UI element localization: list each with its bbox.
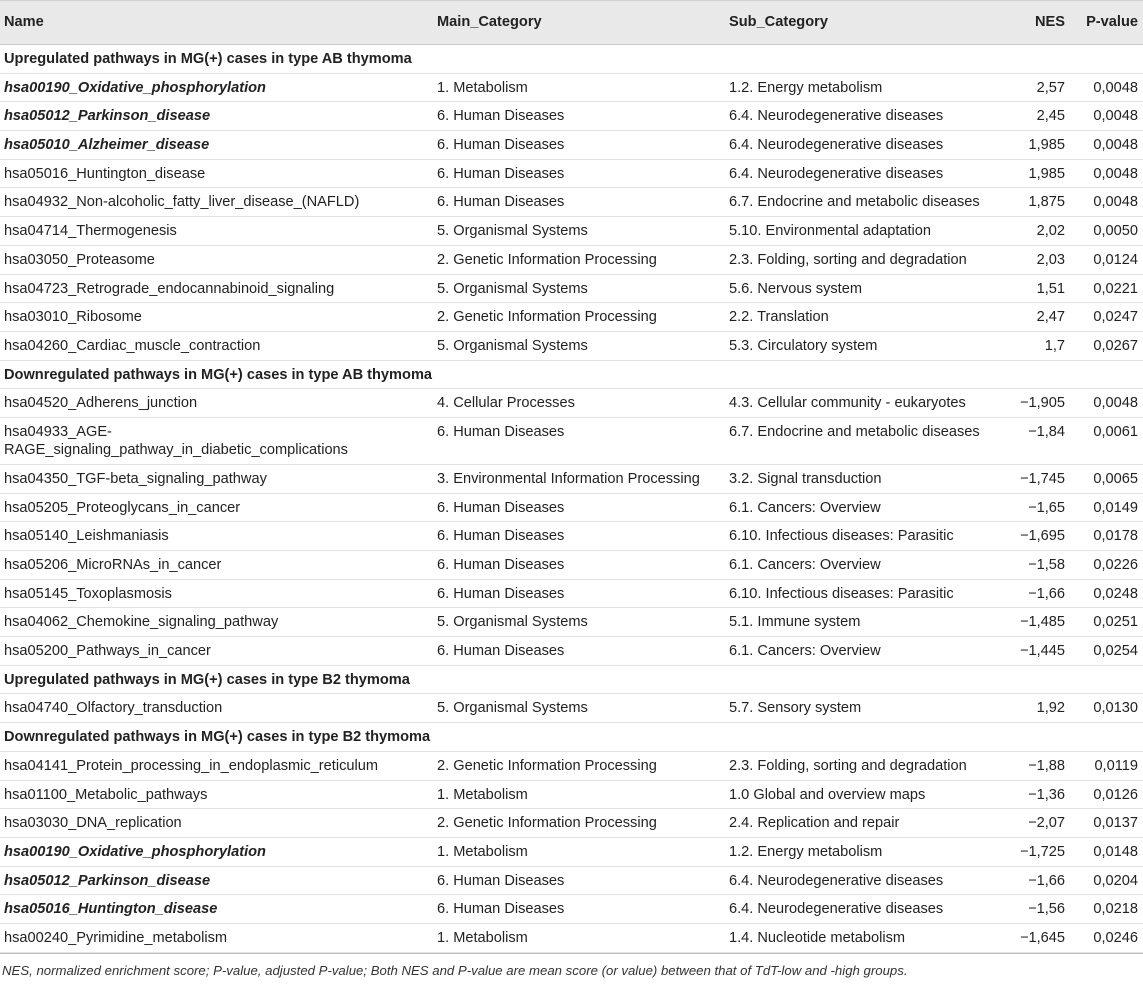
section-header-row <box>0 723 1143 752</box>
cell-main-category: 3. Environmental Information Processing <box>437 464 729 493</box>
pathway-name: hsa04714_Thermogenesis <box>4 223 177 240</box>
pathway-name: hsa04723_Retrograde_endocannabinoid_signaling <box>4 280 335 297</box>
pathway-name: hsa05016_Huntington_disease <box>4 165 206 182</box>
cell-main-category: 6. Human Diseases <box>437 522 729 551</box>
cell-name <box>0 780 437 809</box>
cell-main-category: 1. Metabolism <box>437 837 729 866</box>
cell-nes: 2,57 <box>1003 73 1071 102</box>
cell-p-value: 0,0048 <box>1071 102 1143 131</box>
cell-nes: −1,645 <box>1003 923 1071 952</box>
section-title: Upregulated pathways in MG(+) cases in type AB thymoma <box>0 45 1143 74</box>
table-row <box>0 389 1143 418</box>
cell-nes: 2,47 <box>1003 303 1071 332</box>
table-row <box>0 303 1143 332</box>
cell-main-category: 2. Genetic Information Processing <box>437 303 729 332</box>
cell-nes: −1,66 <box>1003 579 1071 608</box>
cell-p-value: 0,0065 <box>1071 464 1143 493</box>
pathway-name: hsa03030_DNA_replication <box>4 815 182 832</box>
cell-sub-category: 5.7. Sensory system <box>729 694 1003 723</box>
cell-main-category: 6. Human Diseases <box>437 102 729 131</box>
pathway-name: hsa05140_Leishmaniasis <box>4 528 169 545</box>
cell-sub-category: 6.4. Neurodegenerative diseases <box>729 895 1003 924</box>
cell-sub-category: 4.3. Cellular community - eukaryotes <box>729 389 1003 418</box>
table-row <box>0 751 1143 780</box>
table-row <box>0 608 1143 637</box>
cell-main-category: 5. Organismal Systems <box>437 694 729 723</box>
cell-sub-category: 6.1. Cancers: Overview <box>729 551 1003 580</box>
cell-p-value: 0,0124 <box>1071 245 1143 274</box>
cell-main-category: 4. Cellular Processes <box>437 389 729 418</box>
pathway-name: hsa04141_Protein_processing_in_endoplasmic_reticulum <box>4 757 379 774</box>
cell-name <box>0 417 437 464</box>
cell-name <box>0 102 437 131</box>
section-header-row <box>0 45 1143 74</box>
cell-p-value: 0,0248 <box>1071 579 1143 608</box>
pathway-name: hsa04260_Cardiac_muscle_contraction <box>4 337 261 354</box>
table-row <box>0 923 1143 952</box>
cell-main-category: 1. Metabolism <box>437 923 729 952</box>
cell-name <box>0 866 437 895</box>
cell-name <box>0 274 437 303</box>
cell-main-category: 6. Human Diseases <box>437 159 729 188</box>
cell-nes: −1,58 <box>1003 551 1071 580</box>
cell-name <box>0 159 437 188</box>
pathway-name: hsa05016_Huntington_disease <box>4 901 218 918</box>
cell-p-value: 0,0050 <box>1071 217 1143 246</box>
pathway-name: hsa05200_Pathways_in_cancer <box>4 643 211 660</box>
pathway-name: hsa05206_MicroRNAs_in_cancer <box>4 557 222 573</box>
table-row <box>0 551 1143 580</box>
cell-nes: −2,07 <box>1003 809 1071 838</box>
pathway-name: hsa01100_Metabolic_pathways <box>4 786 208 803</box>
cell-name <box>0 303 437 332</box>
cell-main-category: 6. Human Diseases <box>437 551 729 580</box>
cell-name <box>0 464 437 493</box>
cell-p-value: 0,0148 <box>1071 837 1143 866</box>
cell-sub-category: 2.2. Translation <box>729 303 1003 332</box>
table-row <box>0 131 1143 160</box>
table-row <box>0 417 1143 464</box>
pathway-name: hsa04932_Non-alcoholic_fatty_liver_disease_(NAFLD) <box>4 194 360 211</box>
cell-sub-category: 6.7. Endocrine and metabolic diseases <box>729 417 1003 464</box>
cell-p-value: 0,0048 <box>1071 73 1143 102</box>
cell-main-category: 2. Genetic Information Processing <box>437 751 729 780</box>
table-body <box>0 45 1143 953</box>
column-header-p-value: P-value <box>1071 1 1143 45</box>
cell-p-value: 0,0048 <box>1071 188 1143 217</box>
cell-sub-category: 5.6. Nervous system <box>729 274 1003 303</box>
section-title: Upregulated pathways in MG(+) cases in type B2 thymoma <box>0 665 1143 694</box>
cell-nes: −1,695 <box>1003 522 1071 551</box>
pathway-name: hsa03010_Ribosome <box>4 309 142 326</box>
cell-name <box>0 694 437 723</box>
cell-sub-category: 6.4. Neurodegenerative diseases <box>729 159 1003 188</box>
pathway-name: hsa04740_Olfactory_transduction <box>4 700 223 717</box>
cell-main-category: 6. Human Diseases <box>437 493 729 522</box>
cell-nes: 1,92 <box>1003 694 1071 723</box>
cell-sub-category: 2.3. Folding, sorting and degradation <box>729 751 1003 780</box>
cell-p-value: 0,0126 <box>1071 780 1143 809</box>
cell-main-category: 6. Human Diseases <box>437 188 729 217</box>
table-header <box>0 1 1143 45</box>
table-row <box>0 217 1143 246</box>
cell-nes: 2,02 <box>1003 217 1071 246</box>
cell-name <box>0 73 437 102</box>
cell-nes: 1,985 <box>1003 159 1071 188</box>
section-title: Downregulated pathways in MG(+) cases in type B2 thymoma <box>0 723 1143 752</box>
table-row <box>0 522 1143 551</box>
cell-nes: −1,84 <box>1003 417 1071 464</box>
cell-sub-category: 5.10. Environmental adaptation <box>729 217 1003 246</box>
cell-p-value: 0,0247 <box>1071 303 1143 332</box>
cell-sub-category: 2.4. Replication and repair <box>729 809 1003 838</box>
pathway-name: hsa05012_Parkinson_disease <box>4 108 211 125</box>
cell-nes: −1,725 <box>1003 837 1071 866</box>
cell-p-value: 0,0137 <box>1071 809 1143 838</box>
cell-name <box>0 188 437 217</box>
cell-nes: −1,905 <box>1003 389 1071 418</box>
cell-name <box>0 751 437 780</box>
cell-name <box>0 809 437 838</box>
cell-p-value: 0,0048 <box>1071 389 1143 418</box>
cell-name <box>0 131 437 160</box>
cell-main-category: 1. Metabolism <box>437 780 729 809</box>
cell-p-value: 0,0218 <box>1071 895 1143 924</box>
cell-nes: −1,445 <box>1003 637 1071 666</box>
cell-p-value: 0,0267 <box>1071 331 1143 360</box>
pathway-name: hsa05012_Parkinson_disease <box>4 872 211 889</box>
cell-sub-category: 6.4. Neurodegenerative diseases <box>729 866 1003 895</box>
cell-nes: 1,51 <box>1003 274 1071 303</box>
section-header-row <box>0 665 1143 694</box>
pathway-name: hsa00190_Oxidative_phosphorylation <box>4 79 266 96</box>
table-row <box>0 895 1143 924</box>
cell-main-category: 6. Human Diseases <box>437 417 729 464</box>
cell-sub-category: 6.1. Cancers: Overview <box>729 493 1003 522</box>
table-row <box>0 73 1143 102</box>
cell-sub-category: 1.4. Nucleotide metabolism <box>729 923 1003 952</box>
table-row <box>0 188 1143 217</box>
table-row <box>0 102 1143 131</box>
pathway-name: hsa04350_TGF-beta_signaling_pathway <box>4 470 267 487</box>
cell-main-category: 5. Organismal Systems <box>437 274 729 303</box>
cell-p-value: 0,0178 <box>1071 522 1143 551</box>
cell-p-value: 0,0226 <box>1071 551 1143 580</box>
pathway-name: hsa00240_Pyrimidine_metabolism <box>4 929 228 946</box>
cell-main-category: 5. Organismal Systems <box>437 217 729 246</box>
cell-main-category: 2. Genetic Information Processing <box>437 809 729 838</box>
column-header-nes: NES <box>1003 1 1071 45</box>
cell-name <box>0 493 437 522</box>
cell-p-value: 0,0048 <box>1071 159 1143 188</box>
table-row <box>0 245 1143 274</box>
cell-nes: −1,36 <box>1003 780 1071 809</box>
cell-sub-category: 5.1. Immune system <box>729 608 1003 637</box>
table-row <box>0 274 1143 303</box>
section-title: Downregulated pathways in MG(+) cases in type AB thymoma <box>0 360 1143 389</box>
cell-nes: 1,875 <box>1003 188 1071 217</box>
cell-name <box>0 923 437 952</box>
cell-name <box>0 837 437 866</box>
cell-name <box>0 637 437 666</box>
cell-name <box>0 895 437 924</box>
cell-sub-category: 2.3. Folding, sorting and degradation <box>729 245 1003 274</box>
cell-p-value: 0,0061 <box>1071 417 1143 464</box>
pathway-name: hsa05010_Alzheimer_disease <box>4 137 210 154</box>
cell-name <box>0 217 437 246</box>
table-row <box>0 780 1143 809</box>
cell-p-value: 0,0221 <box>1071 274 1143 303</box>
cell-main-category: 6. Human Diseases <box>437 637 729 666</box>
cell-nes: 1,985 <box>1003 131 1071 160</box>
cell-nes: −1,66 <box>1003 866 1071 895</box>
table-row <box>0 837 1143 866</box>
table-row <box>0 809 1143 838</box>
column-header-main-category: Main_Category <box>437 1 729 45</box>
cell-nes: −1,65 <box>1003 493 1071 522</box>
cell-main-category: 5. Organismal Systems <box>437 608 729 637</box>
cell-sub-category: 6.7. Endocrine and metabolic diseases <box>729 188 1003 217</box>
cell-name <box>0 579 437 608</box>
cell-nes: 1,7 <box>1003 331 1071 360</box>
cell-main-category: 6. Human Diseases <box>437 866 729 895</box>
cell-p-value: 0,0251 <box>1071 608 1143 637</box>
table-row <box>0 159 1143 188</box>
cell-nes: −1,56 <box>1003 895 1071 924</box>
cell-name <box>0 245 437 274</box>
cell-sub-category: 1.2. Energy metabolism <box>729 837 1003 866</box>
cell-name <box>0 608 437 637</box>
cell-name <box>0 389 437 418</box>
column-header-name: Name <box>0 1 437 45</box>
cell-main-category: 6. Human Diseases <box>437 579 729 608</box>
cell-sub-category: 1.0 Global and overview maps <box>729 780 1003 809</box>
cell-sub-category: 6.1. Cancers: Overview <box>729 637 1003 666</box>
table-row <box>0 493 1143 522</box>
cell-sub-category: 6.10. Infectious diseases: Parasitic <box>729 522 1003 551</box>
section-header-row <box>0 360 1143 389</box>
table-footnote: NES, normalized enrichment score; P-value, adjusted P-value; Both NES and P-value are mean score (or value) between that of TdT-low and -high groups. <box>0 953 1143 978</box>
cell-name <box>0 522 437 551</box>
table-row <box>0 579 1143 608</box>
table-row <box>0 866 1143 895</box>
pathway-name: hsa00190_Oxidative_phosphorylation <box>4 843 266 860</box>
cell-main-category: 6. Human Diseases <box>437 131 729 160</box>
table-row <box>0 464 1143 493</box>
cell-name <box>0 551 437 580</box>
cell-nes: 2,45 <box>1003 102 1071 131</box>
cell-nes: −1,485 <box>1003 608 1071 637</box>
column-header-sub-category: Sub_Category <box>729 1 1003 45</box>
table-row <box>0 637 1143 666</box>
pathway-name: hsa04933_AGE- RAGE_signaling_pathway_in_diabetic_complications <box>4 423 348 458</box>
cell-p-value: 0,0048 <box>1071 131 1143 160</box>
cell-sub-category: 6.10. Infectious diseases: Parasitic <box>729 579 1003 608</box>
cell-sub-category: 3.2. Signal transduction <box>729 464 1003 493</box>
cell-p-value: 0,0254 <box>1071 637 1143 666</box>
cell-p-value: 0,0130 <box>1071 694 1143 723</box>
header-row <box>0 1 1143 45</box>
cell-p-value: 0,0119 <box>1071 751 1143 780</box>
cell-nes: −1,88 <box>1003 751 1071 780</box>
cell-sub-category: 5.3. Circulatory system <box>729 331 1003 360</box>
pathway-name: hsa05145_Toxoplasmosis <box>4 585 172 602</box>
pathway-name: hsa03050_Proteasome <box>4 251 155 268</box>
table-row <box>0 694 1143 723</box>
cell-p-value: 0,0204 <box>1071 866 1143 895</box>
pathway-name: hsa04062_Chemokine_signaling_pathway <box>4 614 279 631</box>
cell-main-category: 2. Genetic Information Processing <box>437 245 729 274</box>
cell-nes: −1,745 <box>1003 464 1071 493</box>
cell-nes: 2,03 <box>1003 245 1071 274</box>
table-row <box>0 331 1143 360</box>
cell-sub-category: 6.4. Neurodegenerative diseases <box>729 102 1003 131</box>
cell-main-category: 1. Metabolism <box>437 73 729 102</box>
cell-p-value: 0,0246 <box>1071 923 1143 952</box>
pathway-name: hsa05205_Proteoglycans_in_cancer <box>4 499 241 516</box>
cell-sub-category: 6.4. Neurodegenerative diseases <box>729 131 1003 160</box>
pathway-name: hsa04520_Adherens_junction <box>4 395 198 412</box>
cell-sub-category: 1.2. Energy metabolism <box>729 73 1003 102</box>
cell-name <box>0 331 437 360</box>
cell-main-category: 6. Human Diseases <box>437 895 729 924</box>
cell-main-category: 5. Organismal Systems <box>437 331 729 360</box>
cell-p-value: 0,0149 <box>1071 493 1143 522</box>
